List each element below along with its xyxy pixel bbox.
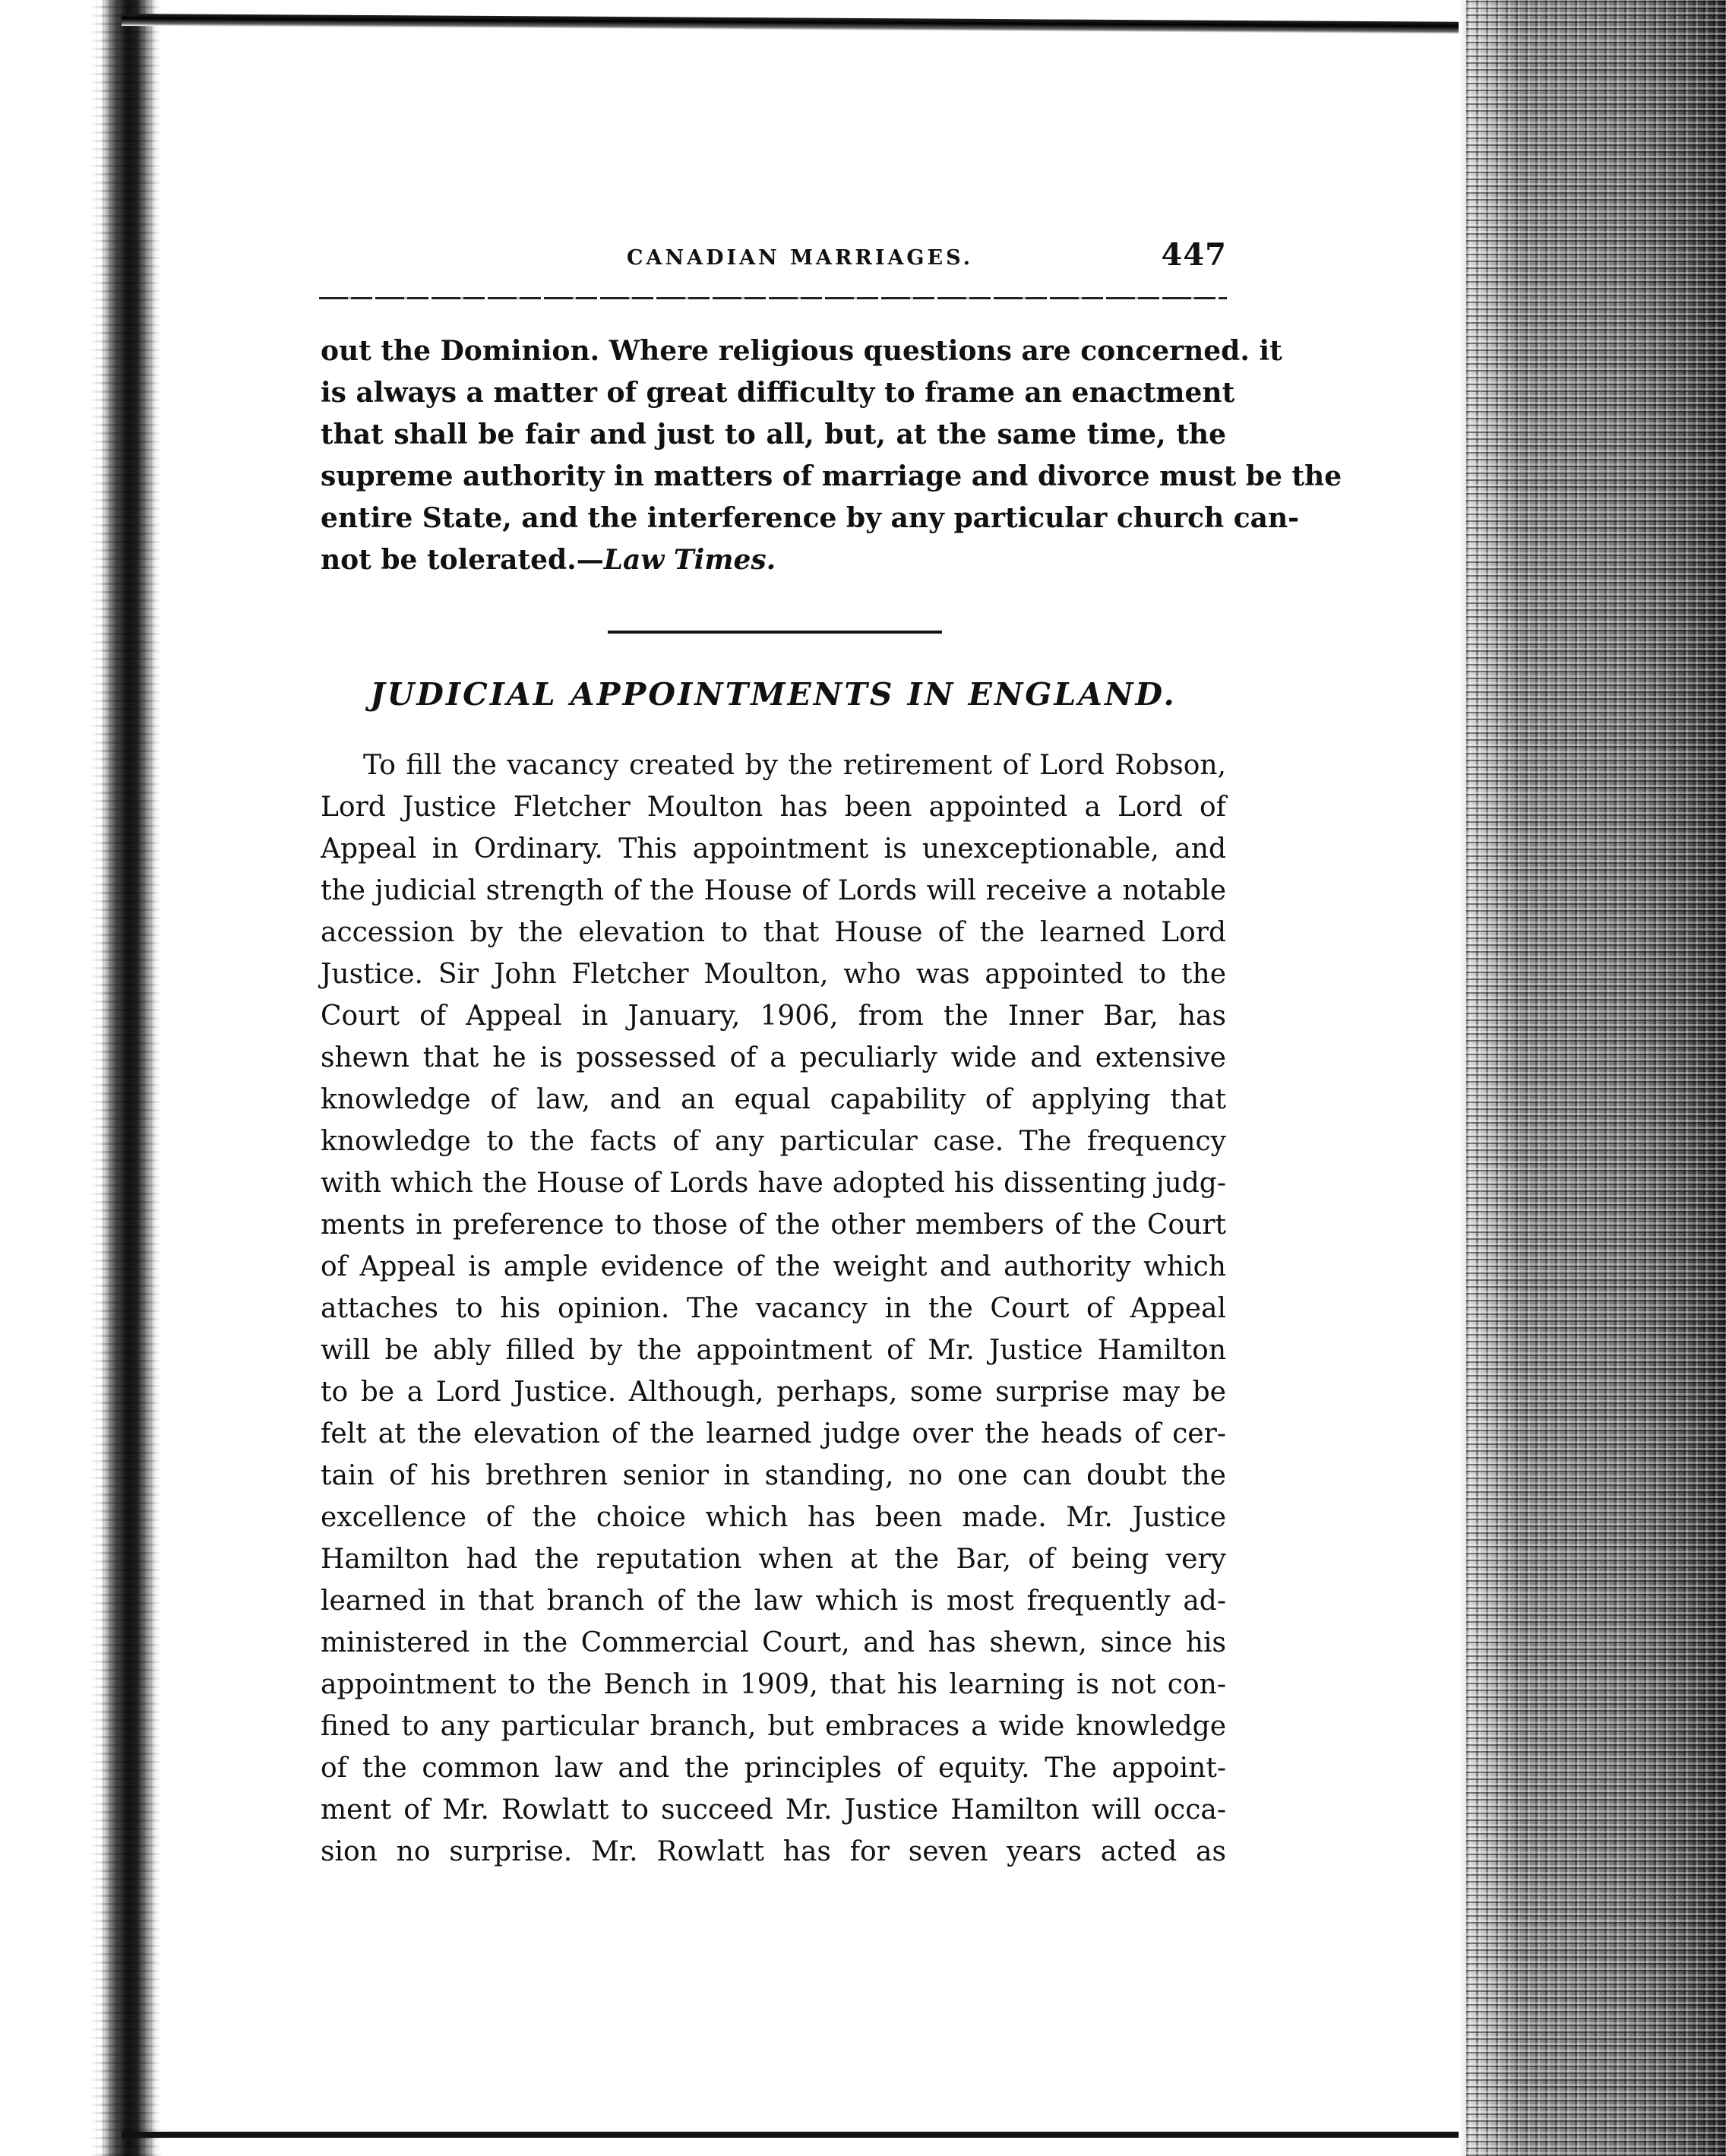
text-line: Appeal in Ordinary. This appointment is unexceptionable, and	[321, 833, 1226, 865]
text-line: sion no surprise. Mr. Rowlatt has for seven years acted as	[321, 1836, 1226, 1867]
text-line: of the common law and the principles of equity. The appoint-	[321, 1753, 1226, 1784]
text-line: that shall be fair and just to all, but, at the same time, the	[321, 419, 1226, 450]
text-line: felt at the elevation of the learned judge over the heads of cer-	[321, 1418, 1226, 1449]
text-line	[321, 539, 1226, 581]
text-line: Lord Justice Fletcher Moulton has been appointed a Lord of	[321, 792, 1226, 823]
text-line: To fill the vacancy created by the retirement of Lord Robson,	[363, 750, 1226, 781]
source-citation: Law Times.	[603, 544, 776, 576]
text-line: attaches to his opinion. The vacancy in the Court of Appeal	[321, 1293, 1226, 1324]
scan-left-edge-texture	[0, 0, 163, 2156]
text-line: shewn that he is possessed of a peculiarly wide and extensive	[321, 1042, 1226, 1073]
text-line: fined to any particular branch, but embraces a wide knowledge	[321, 1711, 1226, 1742]
scan-right-edge	[1466, 0, 1726, 2156]
scan-bottom-edge	[122, 2132, 1527, 2138]
text-line: supreme authority in matters of marriage and divorce must be the	[321, 460, 1342, 492]
header-rule	[319, 297, 1227, 299]
text-fragment: not be tolerated.—	[321, 544, 604, 576]
article-paragraph	[321, 744, 1226, 1873]
text-line: knowledge of law, and an equal capability of applying that	[321, 1084, 1226, 1115]
continuation-paragraph	[321, 330, 1342, 581]
text-line: entire State, and the interference by any particular church can-	[321, 502, 1300, 534]
page-number: 447	[1161, 237, 1227, 273]
text-line: with which the House of Lords have adopted his dissenting judg-	[321, 1168, 1226, 1199]
text-line: knowledge to the facts of any particular case. The frequency	[321, 1126, 1226, 1157]
scan-top-edge	[122, 14, 1459, 34]
text-line: ments in preference to those of the other members of the Court	[321, 1209, 1226, 1241]
text-line: is always a matter of great difficulty to frame an enactment	[321, 377, 1235, 409]
text-line: excellence of the choice which has been made. Mr. Justice	[321, 1502, 1226, 1533]
text-line: appointment to the Bench in 1909, that his learning is not con-	[321, 1669, 1226, 1700]
text-line: tain of his brethren senior in standing, no one can doubt the	[321, 1460, 1226, 1491]
text-line: ministered in the Commercial Court, and has shewn, since his	[321, 1627, 1226, 1658]
running-title: CANADIAN MARRIAGES.	[627, 246, 974, 270]
text-line: of Appeal is ample evidence of the weight and authority which	[321, 1251, 1226, 1282]
article-heading: JUDICIAL APPOINTMENTS IN ENGLAND.	[370, 676, 1177, 713]
text-line: will be ably filled by the appointment of Mr. Justice Hamilton	[321, 1335, 1226, 1366]
text-line: ment of Mr. Rowlatt to succeed Mr. Justice Hamilton will occa-	[321, 1794, 1226, 1826]
text-line: to be a Lord Justice. Although, perhaps, some surprise may be	[321, 1377, 1226, 1408]
text-line: Court of Appeal in January, 1906, from the Inner Bar, has	[321, 1001, 1226, 1032]
section-divider	[608, 631, 942, 634]
text-line: learned in that branch of the law which is most frequently ad-	[321, 1585, 1226, 1617]
text-line: the judicial strength of the House of Lords will receive a notable	[321, 875, 1226, 906]
text-line: Justice. Sir John Fletcher Moulton, who was appointed to the	[321, 959, 1226, 990]
running-head	[319, 228, 1227, 289]
text-line: accession by the elevation to that House of the learned Lord	[321, 917, 1226, 948]
text-line: out the Dominion. Where religious questions are concerned. it	[321, 335, 1282, 367]
text-line: Hamilton had the reputation when at the Bar, of being very	[321, 1544, 1226, 1575]
